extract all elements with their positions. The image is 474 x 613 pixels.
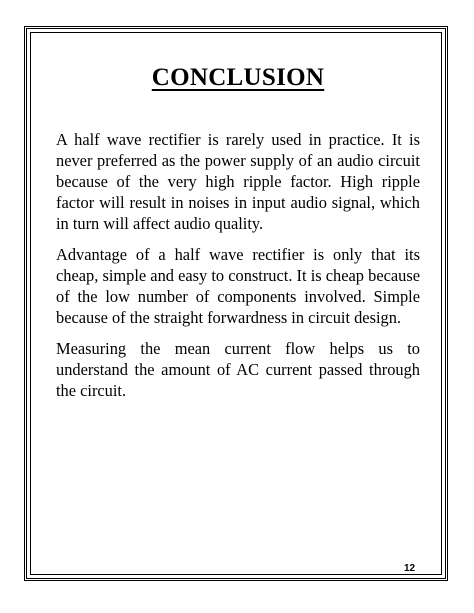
page-title: CONCLUSION xyxy=(151,64,325,91)
page-number: 12 xyxy=(404,563,416,574)
paragraph-2: Advantage of a half wave rectifier is only that its cheap, simple and easy to construct. It is cheap because of the low number of components involved. Simple because of the straight forwardness in circuit design. xyxy=(56,245,420,327)
paragraph-3: Measuring the mean current flow helps us to understand the amount of AC current passed through the circuit. xyxy=(56,339,420,400)
document-body xyxy=(56,62,420,411)
paragraph-1: A half wave rectifier is rarely used in practice. It is never preferred as the power supply of an audio circuit because of the very high ripple factor. High ripple factor will result in noises in input audio signal, which in turn will affect audio quality. xyxy=(56,130,420,233)
